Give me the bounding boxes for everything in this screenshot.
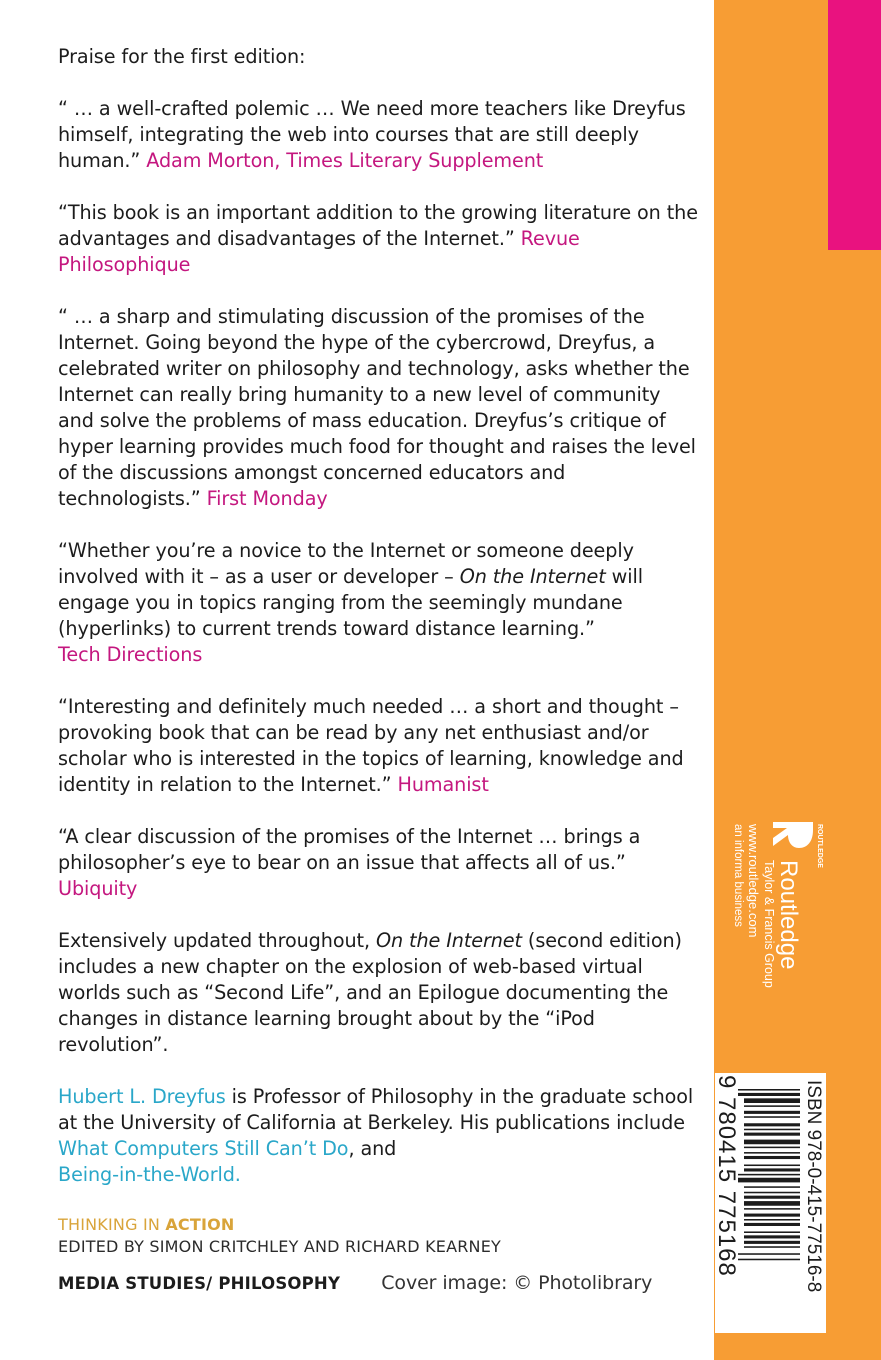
barcode-bars bbox=[738, 1089, 800, 1260]
quote bbox=[58, 538, 698, 668]
publisher-tagline: an informa business bbox=[732, 824, 744, 927]
publisher-block bbox=[725, 820, 825, 1020]
barcode-bar bbox=[744, 1196, 800, 1199]
barcode-bar bbox=[744, 1168, 800, 1171]
barcode-bar bbox=[738, 1089, 800, 1091]
quote bbox=[58, 304, 698, 512]
routledge-logo-text: ROUTLEDGE bbox=[816, 824, 823, 868]
barcode-bar bbox=[744, 1246, 800, 1248]
barcode-bar bbox=[744, 1223, 800, 1226]
publisher-name: Routledge bbox=[775, 860, 802, 970]
publisher-website: www.routledge.com bbox=[746, 824, 761, 938]
quote bbox=[58, 200, 698, 278]
barcode-bar bbox=[744, 1116, 800, 1118]
barcode-digits: 9 780415 775168 bbox=[715, 1075, 740, 1277]
quote-text: “ … a well-crafted polemic … We need more teachers like Dreyfus himself, integrating the web into courses that are still deeply human.” bbox=[58, 97, 686, 172]
barcode-bar bbox=[744, 1152, 800, 1154]
barcode-bar bbox=[744, 1241, 800, 1244]
book-title: On the Internet bbox=[375, 929, 522, 952]
quote-text: will engage you in topics ranging from the seemingly mundane (hyperlinks) to current trends toward distance learning.” bbox=[58, 565, 643, 640]
barcode-bar bbox=[738, 1178, 800, 1183]
quote-text: “ … a sharp and stimulating discussion of the promises of the Internet. Going beyond the hype of the cybercrowd, Dreyfus, a celebrated writer on philosophy and technology, asks whether the Internet can really bring humanity to a new level of community and solve the problems of mass education. Dreyfus’s critique of hyper learning provides much food for thought and raises the level of the discussions amongst concerned educators and technologists.” bbox=[58, 305, 696, 510]
quote bbox=[58, 694, 698, 798]
barcode-panel bbox=[715, 1073, 826, 1333]
barcode-bar bbox=[738, 1093, 800, 1096]
publisher-svg bbox=[725, 820, 825, 1020]
barcode-bar bbox=[744, 1235, 800, 1238]
quote bbox=[58, 96, 698, 174]
barcode-bar bbox=[744, 1147, 800, 1149]
barcode-bar bbox=[744, 1123, 800, 1126]
barcode-bar bbox=[744, 1098, 800, 1103]
quote bbox=[58, 824, 698, 902]
quote-source: Revue Philosophique bbox=[58, 227, 580, 276]
cover-credit: Cover image: © Photolibrary bbox=[381, 1272, 653, 1294]
barcode-bar bbox=[744, 1231, 800, 1233]
routledge-logo-icon bbox=[773, 822, 813, 848]
barcode-bar bbox=[744, 1214, 800, 1217]
author-book: Being-in-the-World. bbox=[58, 1163, 241, 1186]
quote-text: “Whether you’re a novice to the Internet or someone deeply involved with it – as a user or developer – bbox=[58, 539, 634, 588]
series-editors: EDITED BY SIMON CRITCHLEY AND RICHARD KEARNEY bbox=[58, 1237, 501, 1256]
barcode-bar bbox=[744, 1156, 800, 1159]
quote-text: “This book is an important addition to the growing literature on the advantages and disadvantages of the Internet.” bbox=[58, 201, 698, 250]
footer-line bbox=[58, 1272, 698, 1295]
barcode-bar bbox=[744, 1201, 800, 1206]
accent-bar bbox=[828, 0, 881, 250]
barcode-bar bbox=[738, 1259, 800, 1261]
barcode-bar bbox=[744, 1133, 800, 1136]
series-name: THINKING IN ACTION bbox=[58, 1215, 235, 1234]
quote-source: Humanist bbox=[397, 773, 489, 796]
barcode-bar bbox=[744, 1186, 800, 1188]
barcode-bar bbox=[744, 1140, 800, 1145]
quote-text: “A clear discussion of the promises of the Internet … brings a philosopher’s eye to bear on an issue that affects all of us.” bbox=[58, 825, 641, 874]
book-description: Extensively updated throughout, On the Internet (second edition) includes a new chapter on the explosion of web-based virtual worlds such as “Second Life”, and an Epilogue documenting the changes in distance learning brought about by the “iPod revolution”. bbox=[58, 929, 682, 1056]
quote-source: Tech Directions bbox=[58, 643, 203, 666]
subject-category: MEDIA STUDIES/ PHILOSOPHY bbox=[58, 1274, 341, 1293]
barcode-bar bbox=[744, 1111, 800, 1114]
barcode-bar bbox=[738, 1253, 800, 1255]
quote-source: Ubiquity bbox=[58, 877, 138, 900]
author-name: Hubert L. Dreyfus bbox=[58, 1085, 226, 1108]
author-book: What Computers Still Can’t Do bbox=[58, 1137, 349, 1160]
praise-heading: Praise for the first edition: bbox=[58, 45, 306, 68]
isbn-label: ISBN 978-0-415-77516-8 bbox=[803, 1080, 824, 1293]
quote-source: Adam Morton, Times Literary Supplement bbox=[146, 149, 544, 172]
barcode-svg bbox=[715, 1073, 826, 1333]
quote-source: First Monday bbox=[206, 487, 328, 510]
author-bio: Hubert L. Dreyfus is Professor of Philosophy in the graduate school at the University of California at Berkeley. His publications include What Computers Still Can’t Do, and Being-in-the-World. bbox=[58, 1085, 694, 1186]
barcode-bar bbox=[738, 1174, 800, 1176]
barcode-bar bbox=[744, 1192, 800, 1194]
publisher-group: Taylor & Francis Group bbox=[762, 860, 776, 988]
barcode-bar bbox=[744, 1219, 800, 1221]
barcode-bar bbox=[744, 1129, 800, 1131]
quote-text: “Interesting and definitely much needed … a short and thought – provoking book that can be read by any net enthusiast and/or scholar who is interested in the topics of learning, knowledge and identity in relation to the Internet.” bbox=[58, 695, 684, 796]
book-title: On the Internet bbox=[459, 565, 606, 588]
back-cover-text bbox=[58, 44, 698, 1295]
barcode-bar bbox=[744, 1208, 800, 1210]
barcode-bar bbox=[744, 1165, 800, 1167]
series-info bbox=[58, 1214, 698, 1258]
barcode-bar bbox=[744, 1105, 800, 1107]
